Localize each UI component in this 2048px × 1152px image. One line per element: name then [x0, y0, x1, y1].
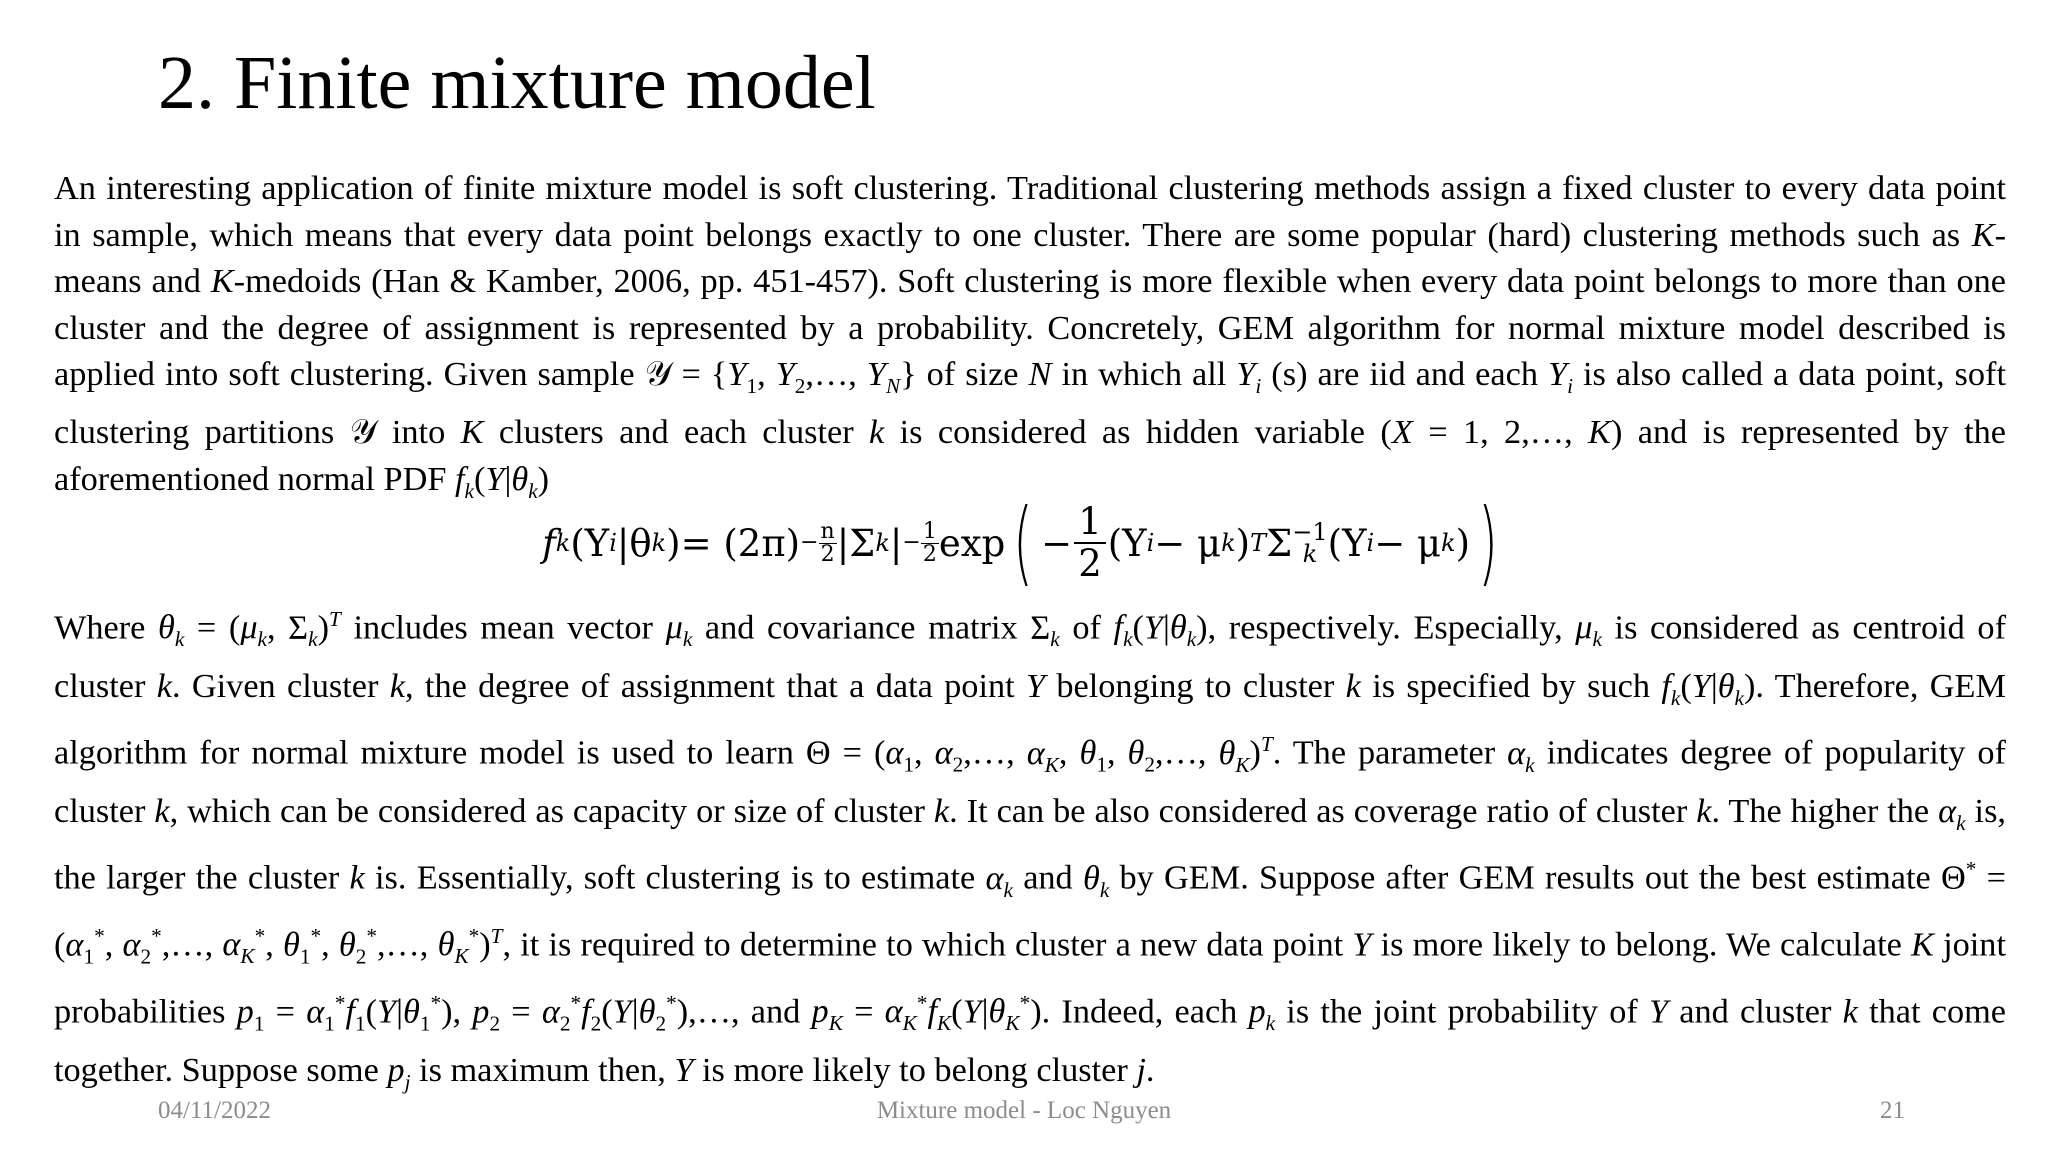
eq-lhs: f — [542, 521, 556, 565]
eq-exp1-num: n — [820, 518, 835, 544]
eq-lhs-sub: k — [555, 529, 571, 557]
eq-sigma-sub: k — [875, 529, 890, 557]
eq-transpose: T — [1250, 529, 1267, 557]
eq-exp1-den: 2 — [820, 541, 835, 567]
eq-sigma2-sup: −1 — [1292, 518, 1328, 546]
eq-half-num: 1 — [1074, 502, 1106, 544]
eq-body1: (Y — [1107, 521, 1147, 565]
eq-exp-word: exp — [938, 521, 1006, 565]
footer-date: 04/11/2022 — [158, 1097, 271, 1124]
eq-equals: = (2π) — [680, 521, 801, 565]
eq-body1-sub: i — [1146, 529, 1155, 557]
eq-exp1-minus: − — [800, 530, 819, 555]
eq-given: |θ — [616, 521, 652, 565]
eq-exponent-2 — [902, 518, 938, 567]
paragraph-soft-clustering: Where $\theta_k = (\mu_k$, $\Sigma_k)^T$ includes mean vector $\mu_k$ and covariance matrix $\Sigma_k$ of $f_k(Y|\theta_k)$, respectively. Especially, $\mu_k$ is considered as centroid of cluster k. Given cluster k, the degree of assignment that a data point Y belonging to cluster k is specified by such $f_k(Y|\theta_k)$. Therefore, GEM algorithm for normal mixture model is used to learn $\Theta = (\alpha_1$, $\alpha_2,\dots$, $\alpha_K$, $\theta_1$, $\theta_2,\dots$, $\theta_K)^T$. The parameter $\alpha_k$ indicates degree of popularity of cluster k, which can be considered as capacity or size of cluster k. It can be also considered as coverage ratio of cluster k. The higher the $\alpha_k$ is, the larger the cluster k is. Essentially, soft clustering is to estimate $\alpha_k$ and $\theta_k$ by GEM. Suppose after GEM results out the best estimate $\Theta^* = (\alpha_1^*$, $\alpha_2^*,\dots$, $\alpha_K^*$, $\theta_1^*$, $\theta_2^*,\dots$, $\theta_K^*)^T$, it is required to determine to which cluster a new data point Y is more likely to belong. We calculate K joint probabilities $p_1 = \alpha_1^*f_1(Y|\theta_1^*)$, $p_2$ = $\alpha_2^*f_2(Y|\theta_2^*),\dots$, and $p_K = \alpha_K^*f_K(Y|\theta_K^*)$. Indeed, each $p_k$ is the joint probability of Y and cluster k that come together. Suppose some $p_j$ is maximum then, Y is more likely to belong cluster j. — [54, 607, 2007, 1094]
normal-pdf-equation — [0, 488, 2048, 598]
page-title: 2. Finite mixture model — [158, 41, 876, 125]
paragraph-intro: An interesting application of finite mixture model is soft clustering. Traditional clustering methods assign a fixed cluster to every data point in sample, which means that every data point belongs exactly to one cluster. There are some popular (hard) clustering methods such as K-means and K-medoids (Han & Kamber, 2006, pp. 451-457). Soft clustering is more flexible when every data point belongs to more than one cluster and the degree of assignment is represented by a probability. Concretely, GEM algorithm for normal mixture model described is applied into soft clustering. Given sample 𝒴 = {$Y_1$, $Y_2,\dots$, $Y_N$} of size N in which all $Y_i$ (s) are iid and each $Y_i$ is also called a data point, soft clustering partitions 𝒴 into K clusters and each cluster k is considered as hidden variable (X = 1, 2,…, K) and is represented by the aforementioned normal PDF $f_k(Y|\theta_k)$ — [54, 169, 2006, 503]
eq-arg-sub: i — [609, 529, 617, 557]
eq-sigma-close: | — [889, 521, 903, 565]
eq-exp2-den: 2 — [922, 541, 937, 567]
footer-title: Mixture model - Loc Nguyen — [876, 1097, 1172, 1124]
eq-sigma2: Σ — [1266, 521, 1293, 565]
eq-body3: ) — [1235, 521, 1251, 565]
eq-body2: − μ — [1154, 521, 1222, 565]
eq-body4: (Y — [1327, 521, 1367, 565]
eq-minus: − — [1041, 521, 1073, 565]
eq-body5-sub: k — [1441, 529, 1456, 557]
eq-exponent-1 — [800, 518, 837, 567]
eq-sigma2-scripts — [1292, 518, 1328, 568]
footer-page-number: 21 — [1880, 1097, 1905, 1124]
eq-exp2-minus: − — [902, 530, 921, 555]
eq-exp2-num: 1 — [922, 518, 937, 544]
eq-big-paren-right: ) — [1478, 489, 1498, 596]
eq-given-sub: k — [651, 529, 667, 557]
eq-body6: ) — [1455, 521, 1471, 565]
eq-sigma2-sub: k — [1302, 540, 1318, 568]
eq-body2-sub: k — [1221, 529, 1236, 557]
eq-body4-sub: i — [1366, 529, 1375, 557]
eq-half-den: 2 — [1078, 542, 1102, 585]
eq-big-paren-left: ( — [1013, 489, 1034, 596]
eq-sigma-open: |Σ — [836, 521, 876, 565]
eq-half — [1074, 502, 1106, 584]
eq-close: ) — [666, 521, 681, 565]
eq-body5: − μ — [1374, 521, 1442, 565]
eq-arg: (Y — [570, 521, 610, 565]
